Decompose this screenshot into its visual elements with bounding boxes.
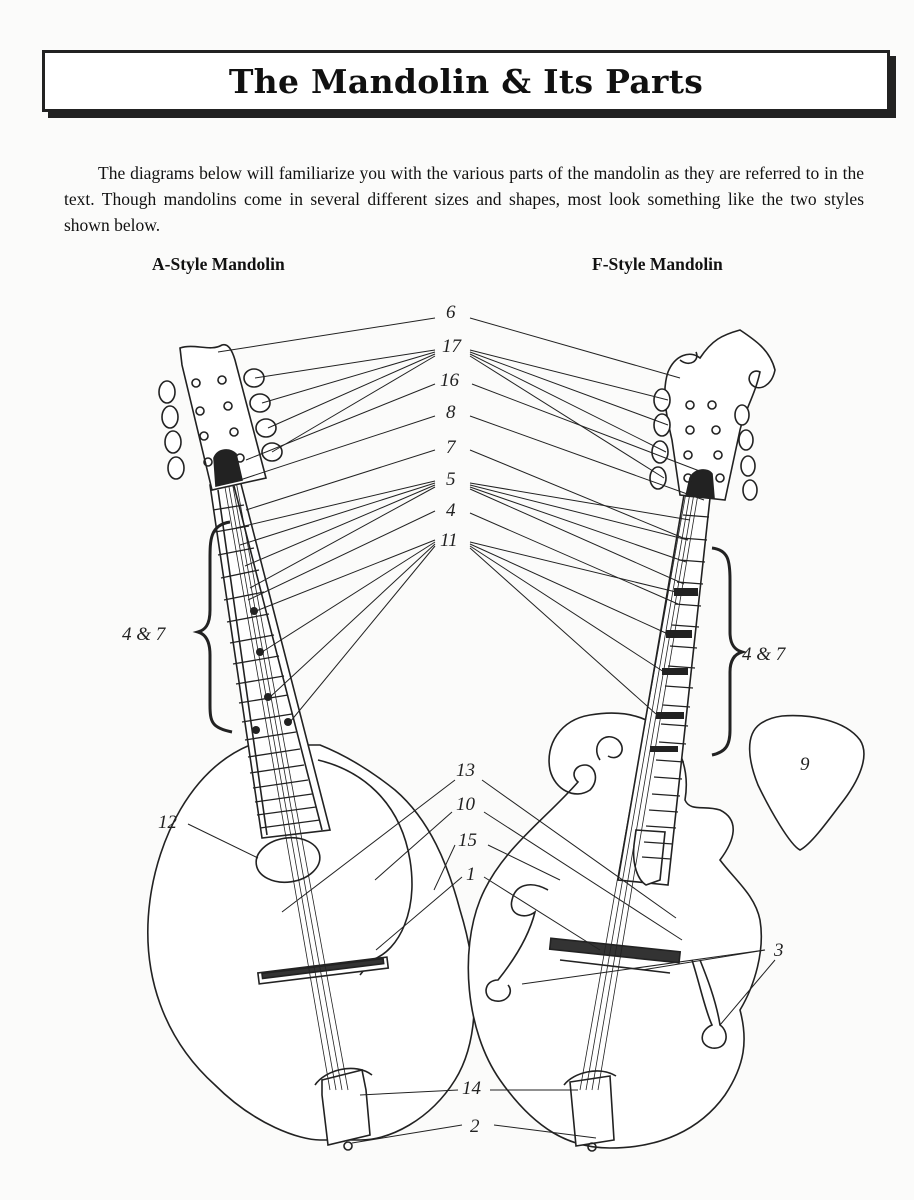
f-body: [468, 713, 761, 1148]
callout-11: 11: [440, 530, 458, 551]
bracket-right: [712, 548, 742, 755]
callout-7: 7: [446, 437, 456, 458]
bracket-left-label: 4 & 7: [122, 624, 166, 645]
intro-paragraph: The diagrams below will familiarize you with the various parts of the mandolin as they are referred to in the text. Though mandolins come in several different sizes and shapes, most look something like the two styles shown below.: [64, 163, 864, 235]
callout-15: 15: [458, 830, 477, 851]
callout-12: 12: [158, 812, 177, 833]
bracket-right-label: 4 & 7: [742, 644, 786, 665]
callout-8: 8: [446, 402, 456, 423]
pick: [750, 716, 864, 850]
callout-10: 10: [456, 794, 475, 815]
callout-5: 5: [446, 469, 456, 490]
callout-14: 14: [462, 1078, 481, 1099]
callout-6: 6: [446, 302, 456, 323]
f-style-label: F-Style Mandolin: [592, 254, 723, 274]
callout-13: 13: [456, 760, 475, 781]
callout-4: 4: [446, 500, 456, 521]
callout-17: 17: [442, 336, 461, 357]
a-style-label: A-Style Mandolin: [152, 254, 285, 274]
page-title: The Mandolin & Its Parts: [228, 61, 704, 101]
callout-9: 9: [800, 754, 810, 775]
callout-3: 3: [774, 940, 784, 961]
callout-2: 2: [470, 1116, 480, 1137]
a-style-mandolin: [148, 345, 475, 1150]
a-end-pin: [344, 1142, 352, 1150]
callout-1: 1: [466, 864, 476, 885]
callout-16: 16: [440, 370, 459, 391]
